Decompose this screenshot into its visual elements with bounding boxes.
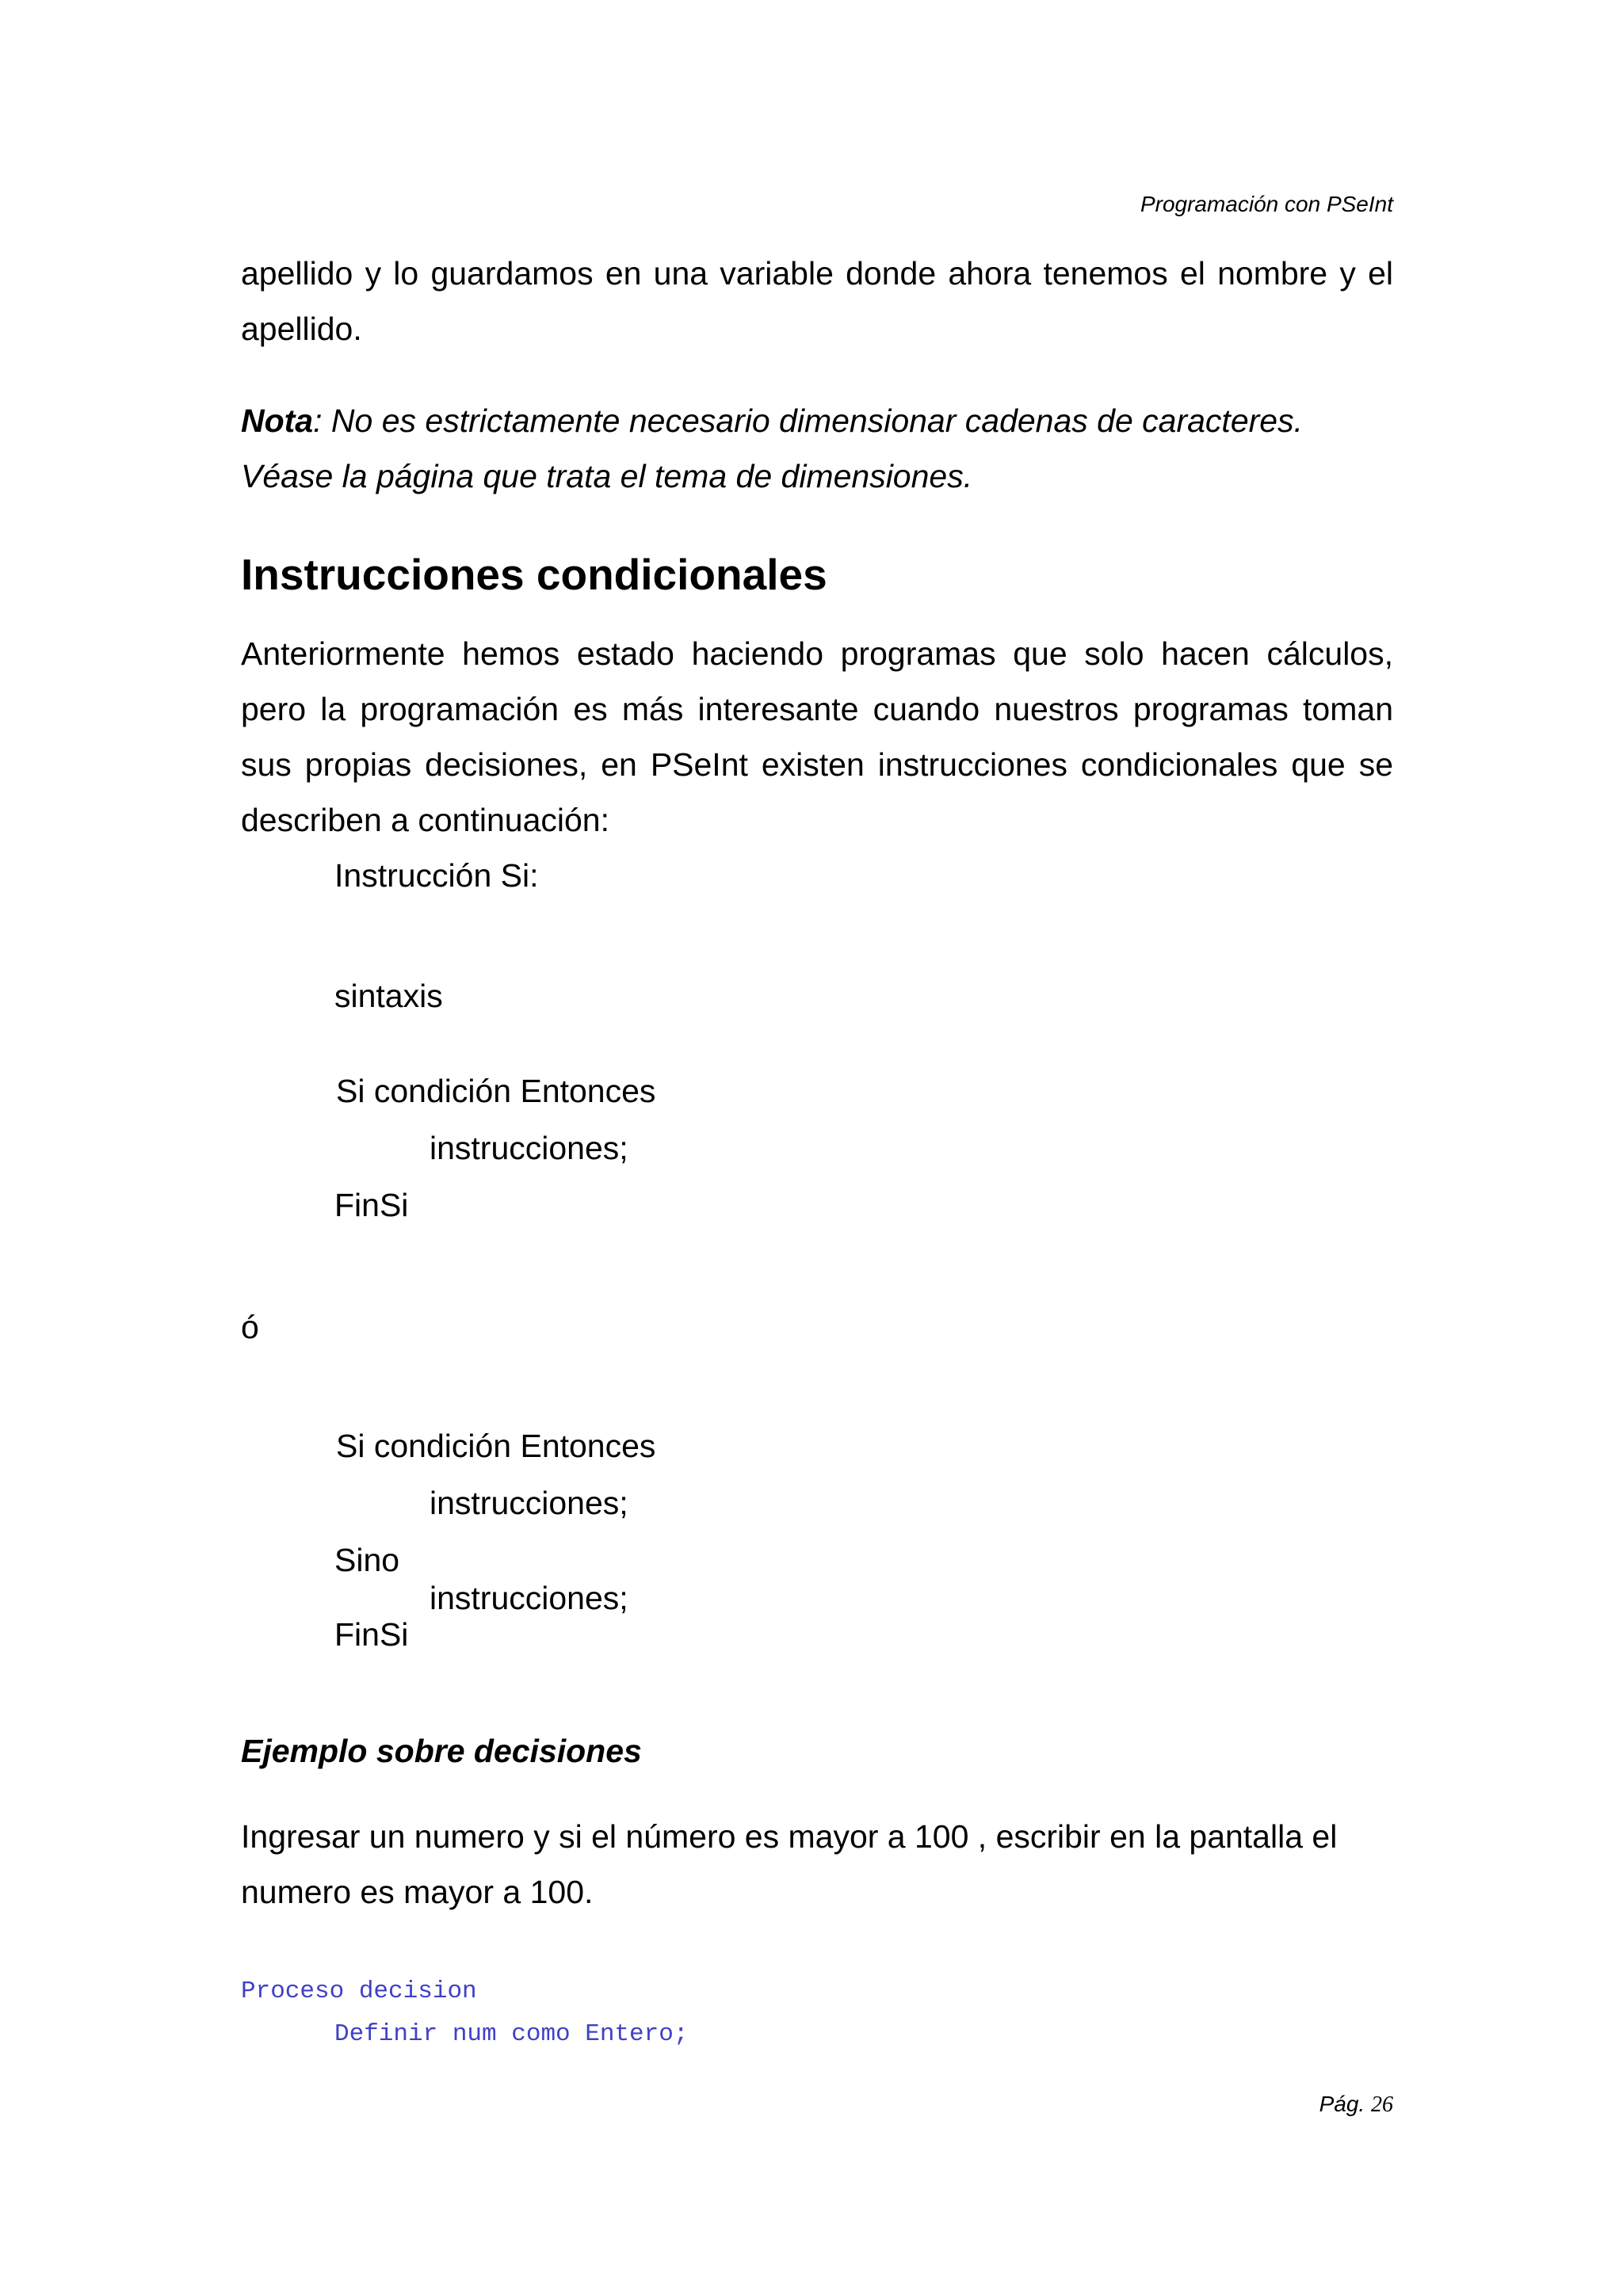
intro-paragraph: Anteriormente hemos estado haciendo programas que solo hacen cálculos, pero la programación es más interesante cuando nuestros programas toman sus propias decisiones, en PSeInt existen instrucciones condicionales que se describen a continuación: (241, 635, 1393, 838)
note-text: : No es estrictamente necesario dimensionar cadenas de caracteres. Véase la página que trata el tema de dimensiones. (241, 402, 1303, 494)
section-title: Instrucciones condicionales (241, 550, 827, 599)
syntax2-else-instructions-line: instrucciones; (430, 1580, 628, 1616)
page-footer (1319, 2092, 1393, 2118)
syntax2-if-line: Si condición Entonces (336, 1428, 656, 1464)
example-title: Ejemplo sobre decisiones (241, 1733, 642, 1769)
page-number: 26 (1371, 2092, 1393, 2117)
syntax1-if-line: Si condición Entonces (336, 1073, 656, 1109)
syntax2-instructions-line: instrucciones; (430, 1485, 628, 1521)
syntax2-endif-line: FinSi (334, 1616, 409, 1653)
syntax1-instructions-line: instrucciones; (430, 1130, 628, 1166)
page-label: Pág. (1319, 2092, 1365, 2116)
note-paragraph (241, 393, 1393, 504)
sintaxis-label: sintaxis (334, 978, 443, 1014)
code-line-define: Definir num como Entero; (334, 2020, 689, 2048)
instruction-label: Instrucción Si: (334, 857, 539, 894)
note-label: Nota (241, 402, 314, 439)
or-separator: ó (241, 1309, 259, 1345)
code-line-process: Proceso decision (241, 1978, 477, 2005)
syntax2-else-line: Sino (334, 1542, 400, 1578)
syntax1-endif-line: FinSi (334, 1187, 409, 1223)
running-header: Programación con PSeInt (1140, 192, 1393, 216)
example-paragraph: Ingresar un numero y si el número es mayor a 100 , escribir en la pantalla el numero es mayor a 100. (241, 1818, 1338, 1910)
paragraph-continuation: apellido y lo guardamos en una variable donde ahora tenemos el nombre y el apellido. (241, 255, 1393, 347)
